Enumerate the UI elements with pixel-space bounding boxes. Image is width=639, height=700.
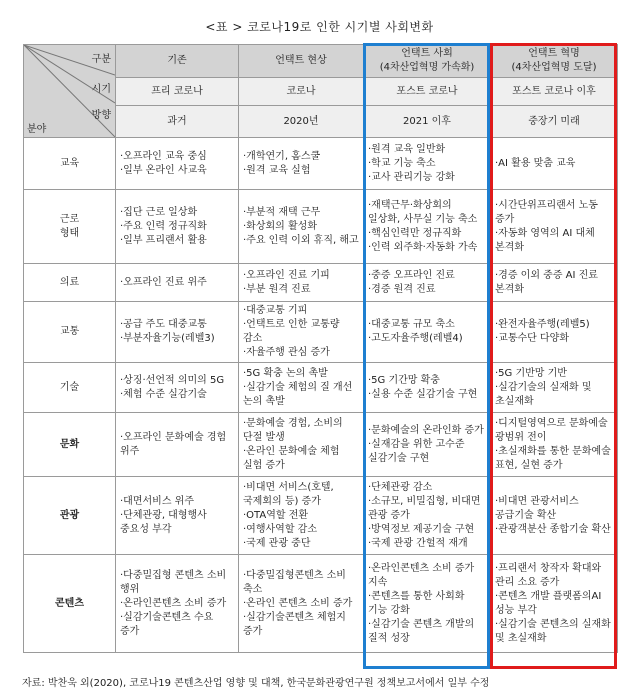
col-period-3: 포스트 코로나 이후 (491, 78, 618, 106)
table-cell (116, 413, 239, 477)
cell-text: ·문화예술의 온라인화 증가 ·실재감을 위한 고수준 실감기술 구현 (368, 424, 484, 464)
cell-text: ·대면서비스 위주 ·단체관광, 대형행사 중요성 부각 (120, 495, 207, 535)
cell-text: ·온라인콘텐츠 소비 증가 지속 ·콘텐츠를 통한 사회화 기능 강화 ·실감기술 콘텐츠 개발의 질적 성장 (368, 562, 475, 644)
corner-label-banghyang: 방향 (91, 110, 111, 121)
corner-header (24, 45, 116, 138)
corner-label-sigi: 시기 (91, 84, 111, 95)
row-field-label: 교통 (24, 302, 116, 363)
table-cell (491, 138, 618, 190)
cell-text: ·공급 주도 대중교통 ·부분자율기능(레벨3) (120, 319, 215, 344)
table-title: <표 > 코로나19로 인한 시기별 사회변화 (205, 20, 434, 34)
col-name-3: 언택트 혁명 (4차산업혁명 도달) (491, 45, 618, 78)
table-cell (491, 190, 618, 264)
cell-text: ·다중밀집형콘텐츠 소비 축소 ·온라인 콘텐츠 소비 증가 ·실감기술콘텐츠 체험지 증가 (243, 569, 353, 637)
table-cell (239, 477, 364, 555)
col-direction-3: 중장기 미래 (491, 106, 618, 138)
cell-text: ·시간단위프리랜서 노동 증가 ·자동화 영역의 AI 대체 본격화 (495, 199, 598, 253)
cell-text: ·대중교통 규모 축소 ·고도자율주행(레벨4) (368, 319, 463, 344)
cell-text: ·AI 활용 맞춤 교육 (495, 157, 576, 169)
col-period-1: 코로나 (239, 78, 364, 106)
row-field-label: 관광 (24, 477, 116, 555)
row-field-label: 교육 (24, 138, 116, 190)
cell-text: ·재택근무·화상회의 일상화, 사무실 기능 축소 ·핵심인력만 정규직화 ·인력 외주화·자동화 가속 (368, 199, 478, 253)
table-row (24, 264, 618, 302)
table-cell (364, 413, 491, 477)
table-cell (491, 555, 618, 653)
table-row (24, 413, 618, 477)
corner-label-bunya: 분야 (27, 124, 47, 135)
row-field-label: 의료 (24, 264, 116, 302)
table-cell (239, 363, 364, 413)
cell-text: ·상징·선언적 의미의 5G ·체험 수준 실감기술 (120, 374, 225, 400)
table-row (24, 302, 618, 363)
table-row (24, 138, 618, 190)
table-cell (116, 264, 239, 302)
cell-text: ·5G 기간망 확충 ·실용 수준 실감기술 구현 (368, 374, 478, 400)
col-direction-1: 2020년 (239, 106, 364, 138)
cell-text: ·중증 오프라인 진료 ·경증 원격 진료 (368, 269, 455, 295)
cell-text: ·디지털영역으로 문화예술 광범위 전이 ·초실재화를 통한 문화예술 표현, 실현 증가 (495, 417, 611, 471)
cell-text: ·오프라인 교육 중심 ·일부 온라인 사교육 (120, 150, 207, 176)
cell-text: ·단체관광 감소 ·소규모, 비밀집형, 비대면 관광 증가 ·방역정보 제공기술 구현 ·국제 관광 간헐적 재개 (368, 481, 481, 549)
table-cell (364, 477, 491, 555)
table-cell (239, 413, 364, 477)
row-field-label: 근로 형태 (24, 190, 116, 264)
cell-text: ·프리랜서 창작자 확대와 관리 소요 증가 ·콘텐츠 개발 플랫폼의AI 성능 부각 ·실감기술 콘텐츠의 실재화 및 초실재화 (495, 562, 611, 644)
cell-text: ·원격 교육 일반화 ·학교 기능 축소 ·교사 관리기능 강화 (368, 143, 455, 183)
table-row (24, 477, 618, 555)
cell-text: ·비대면 관광서비스 공급기술 확산 ·관광객분산 종합기술 확산 (495, 495, 611, 535)
cell-text: ·문화예술 경험, 소비의 단절 발생 ·온라인 문화예술 체험 실험 증가 (243, 417, 343, 471)
cell-text: ·비대면 서비스(호텔, 국제회의 등) 증가 ·OTA역할 전환 ·여행사역할 감소 ·국제 관광 중단 (243, 481, 334, 549)
table-cell (491, 264, 618, 302)
table-cell (239, 302, 364, 363)
table-cell (364, 190, 491, 264)
table-row (24, 555, 618, 653)
table-cell (364, 264, 491, 302)
table-cell (364, 555, 491, 653)
col-name-0: 기존 (116, 45, 239, 78)
cell-text: ·오프라인 진료 기피 ·부분 원격 진료 (243, 269, 330, 295)
table-cell (116, 555, 239, 653)
table-cell (491, 413, 618, 477)
row-field-label: 콘텐츠 (24, 555, 116, 653)
table-cell (116, 477, 239, 555)
row-field-label: 기술 (24, 363, 116, 413)
table-cell (116, 138, 239, 190)
table-cell (239, 138, 364, 190)
table-cell (491, 302, 618, 363)
table-cell (116, 302, 239, 363)
table-cell (239, 555, 364, 653)
social-change-table (23, 44, 618, 653)
table-cell (364, 138, 491, 190)
corner-label-gubun: 구분 (91, 54, 111, 65)
table-cell (239, 264, 364, 302)
table-cell (116, 363, 239, 413)
cell-text: ·5G 기반망 기반 ·실감기술의 실재화 및 초실재화 (495, 367, 592, 407)
cell-text: ·오프라인 진료 위주 (120, 276, 207, 288)
col-direction-0: 과거 (116, 106, 239, 138)
table-cell (239, 190, 364, 264)
row-field-label: 문화 (24, 413, 116, 477)
cell-text: ·다중밀집형 콘텐츠 소비 행위 ·온라인콘텐츠 소비 증가 ·실감기술콘텐츠 수요 증가 (120, 569, 227, 637)
col-period-2: 포스트 코로나 (364, 78, 491, 106)
table-cell (491, 477, 618, 555)
col-name-2: 언택트 사회 (4차산업혁명 가속화) (364, 45, 491, 78)
source-note: 자료: 박찬욱 외(2020), 코로나19 콘텐츠산업 영향 및 대책, 한국문화관광연구원 정책보고서에서 일부 수정 (22, 678, 490, 689)
col-period-0: 프리 코로나 (116, 78, 239, 106)
cell-text: ·부분적 재택 근무 ·화상회의 활성화 ·주요 인력 이외 휴직, 해고 (243, 206, 359, 246)
cell-text: ·개학연기, 홈스쿨 ·원격 교육 실험 (243, 150, 321, 176)
cell-text: ·5G 확충 논의 촉발 ·실감기술 체험의 질 개선 논의 촉발 (243, 367, 353, 407)
cell-text: ·완전자율주행(레벨5) ·교통수단 다양화 (495, 319, 590, 344)
cell-text: ·대중교통 기피 ·언택트로 인한 교통량 감소 ·자율주행 관심 증가 (243, 305, 340, 358)
cell-text: ·경증 이외 중증 AI 진료 본격화 (495, 269, 598, 295)
col-direction-2: 2021 이후 (364, 106, 491, 138)
table-cell (116, 190, 239, 264)
table-row (24, 363, 618, 413)
cell-text: ·집단 근로 일상화 ·주요 인력 정규직화 ·일부 프리랜서 활용 (120, 206, 207, 246)
table-cell (491, 363, 618, 413)
cell-text: ·오프라인 문화예술 경험 위주 (120, 431, 227, 457)
table-cell (364, 302, 491, 363)
table-cell (364, 363, 491, 413)
col-name-1: 언택트 현상 (239, 45, 364, 78)
table-row (24, 190, 618, 264)
